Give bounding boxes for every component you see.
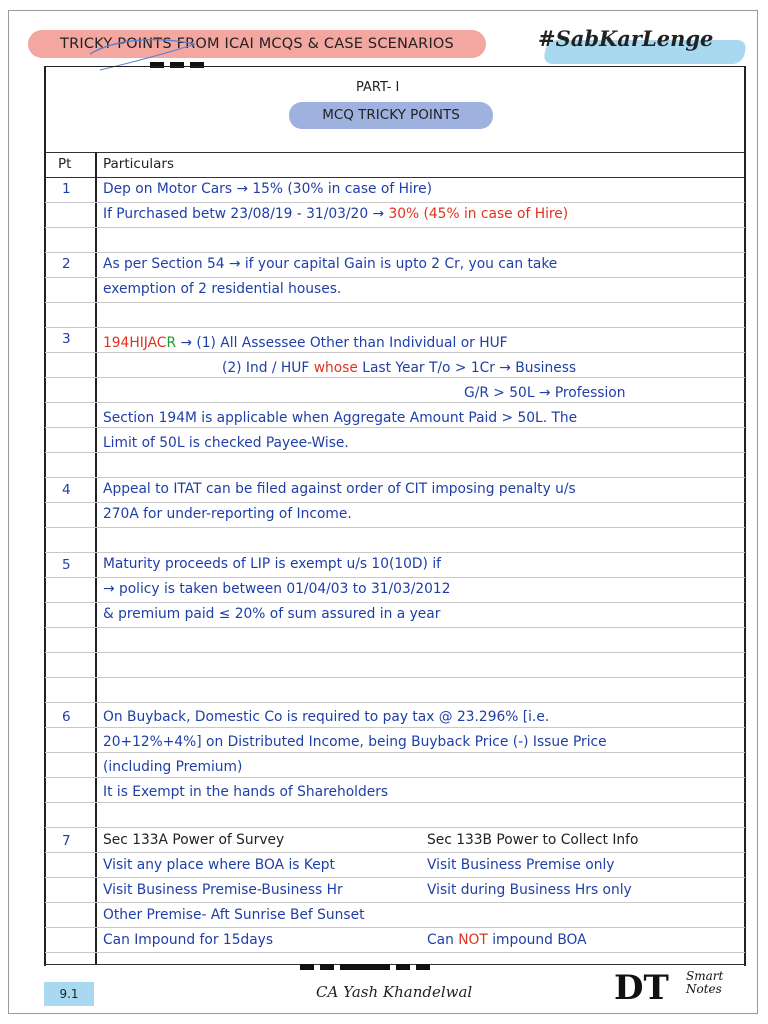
ruled-line: [45, 577, 745, 578]
logo-subtitle: [686, 970, 723, 996]
ruled-line: [45, 727, 745, 728]
column-header-pt: Pt: [58, 156, 72, 172]
ruled-line: [45, 902, 745, 903]
ruled-line: [45, 752, 745, 753]
table-header-bottom: [45, 177, 745, 178]
page-title: TRICKY POINTS FROM ICAI MCQS & CASE SCENARIOS: [28, 30, 486, 58]
highlight-red: 194HIJAC: [103, 335, 167, 351]
highlight-red: 30% (45% in case of Hire): [388, 206, 569, 222]
dash-decoration: [340, 964, 390, 970]
row-text: It is Exempt in the hands of Shareholders: [103, 784, 389, 800]
column-header-particulars: Particulars: [103, 156, 174, 172]
ruled-line: [45, 252, 745, 253]
table-header-top: [45, 152, 745, 153]
row-text: Visit Business Premise-Business Hr: [103, 882, 343, 898]
ruled-line: [45, 227, 745, 228]
logo-smart-text: Smart: [686, 969, 724, 983]
row-text: & premium paid ≤ 20% of sum assured in a year: [103, 606, 441, 622]
text-segment: (2) Ind / HUF: [222, 360, 314, 376]
row-text: 270A for under-reporting of Income.: [103, 506, 352, 522]
row-text: Visit during Business Hrs only: [427, 882, 632, 898]
ruled-line: [45, 327, 745, 328]
ruled-line: [45, 402, 745, 403]
row-text: [427, 932, 587, 948]
text-segment: impound BOA: [487, 932, 587, 948]
ruled-line: [45, 702, 745, 703]
ruled-line: [45, 527, 745, 528]
row-number: 7: [62, 833, 71, 849]
hashtag: #SabKarLenge: [538, 26, 714, 51]
row-number: 2: [62, 256, 71, 272]
ruled-line: [45, 877, 745, 878]
highlight-red: whose: [313, 360, 358, 376]
part-label: PART- I: [356, 80, 400, 95]
dash-decoration: [300, 964, 314, 970]
row-text: [103, 206, 568, 222]
row-text: G/R > 50L → Profession: [464, 385, 626, 401]
row-number: 4: [62, 482, 71, 498]
row-text: Section 194M is applicable when Aggregate Amount Paid > 50L. The: [103, 410, 578, 426]
row-text: Visit any place where BOA is Kept: [103, 857, 335, 873]
dash-decoration: [416, 964, 430, 970]
row-text: Can Impound for 15days: [103, 932, 274, 948]
row-text: (including Premium): [103, 759, 243, 775]
row-text: Dep on Motor Cars → 15% (30% in case of Hire): [103, 181, 433, 197]
row-text: Limit of 50L is checked Payee-Wise.: [103, 435, 349, 451]
text-segment: Last Year T/o > 1Cr → Business: [357, 360, 577, 376]
row-text: Other Premise- Aft Sunrise Bef Sunset: [103, 907, 365, 923]
ruled-line: [45, 427, 745, 428]
ruled-line: [45, 777, 745, 778]
ruled-line: [45, 952, 745, 953]
ruled-line: [45, 352, 745, 353]
ruled-line: [45, 552, 745, 553]
ruled-line: [45, 652, 745, 653]
ruled-line: [45, 277, 745, 278]
ruled-line: [45, 927, 745, 928]
row-text: Maturity proceeds of LIP is exempt u/s 10(10D) if: [103, 556, 442, 572]
row-text: [103, 335, 508, 351]
ruled-line: [45, 302, 745, 303]
column-heading-133b: Sec 133B Power to Collect Info: [427, 832, 639, 848]
row-text: On Buyback, Domestic Co is required to pay tax @ 23.296% [i.e.: [103, 709, 550, 725]
row-text: exemption of 2 residential houses.: [103, 281, 342, 297]
ruled-line: [45, 802, 745, 803]
page-number: 9.1: [44, 982, 94, 1006]
logo-notes-text: Notes: [686, 982, 722, 996]
column-divider: [95, 152, 97, 964]
ruled-line: [45, 852, 745, 853]
ruled-line: [45, 627, 745, 628]
ruled-line: [45, 452, 745, 453]
row-number: 5: [62, 557, 71, 573]
row-text: Appeal to ITAT can be filed against order of CIT imposing penalty u/s: [103, 481, 576, 497]
row-text: 20+12%+4%] on Distributed Income, being Buyback Price (-) Issue Price: [103, 734, 607, 750]
row-number: 1: [62, 181, 71, 197]
ruled-line: [45, 827, 745, 828]
text-segment: → (1) All Assessee Other than Individual or HUF: [176, 335, 508, 351]
highlight-red: NOT: [458, 932, 488, 948]
row-text: Visit Business Premise only: [427, 857, 615, 873]
ruled-line: [45, 477, 745, 478]
ruled-line: [45, 502, 745, 503]
row-text: As per Section 54 → if your capital Gain is upto 2 Cr, you can take: [103, 256, 558, 272]
column-heading-133a: Sec 133A Power of Survey: [103, 832, 285, 848]
ruled-line: [45, 602, 745, 603]
row-text: → policy is taken between 01/04/03 to 31/03/2012: [103, 581, 451, 597]
text-segment: Can: [427, 932, 459, 948]
section-subtitle: MCQ TRICKY POINTS: [289, 102, 493, 129]
row-number: 6: [62, 709, 71, 725]
dash-decoration: [396, 964, 410, 970]
row-text: [222, 360, 576, 376]
highlight-green: R: [166, 335, 177, 351]
author-name: CA Yash Khandelwal: [316, 983, 473, 1001]
dash-decoration: [320, 964, 334, 970]
text-segment: If Purchased betw 23/08/19 - 31/03/20 →: [103, 206, 389, 222]
logo-dt: DT: [614, 968, 669, 1008]
ruled-line: [45, 377, 745, 378]
ruled-line: [45, 677, 745, 678]
table-bottom: [45, 964, 745, 965]
ruled-line: [45, 202, 745, 203]
row-number: 3: [62, 331, 71, 347]
